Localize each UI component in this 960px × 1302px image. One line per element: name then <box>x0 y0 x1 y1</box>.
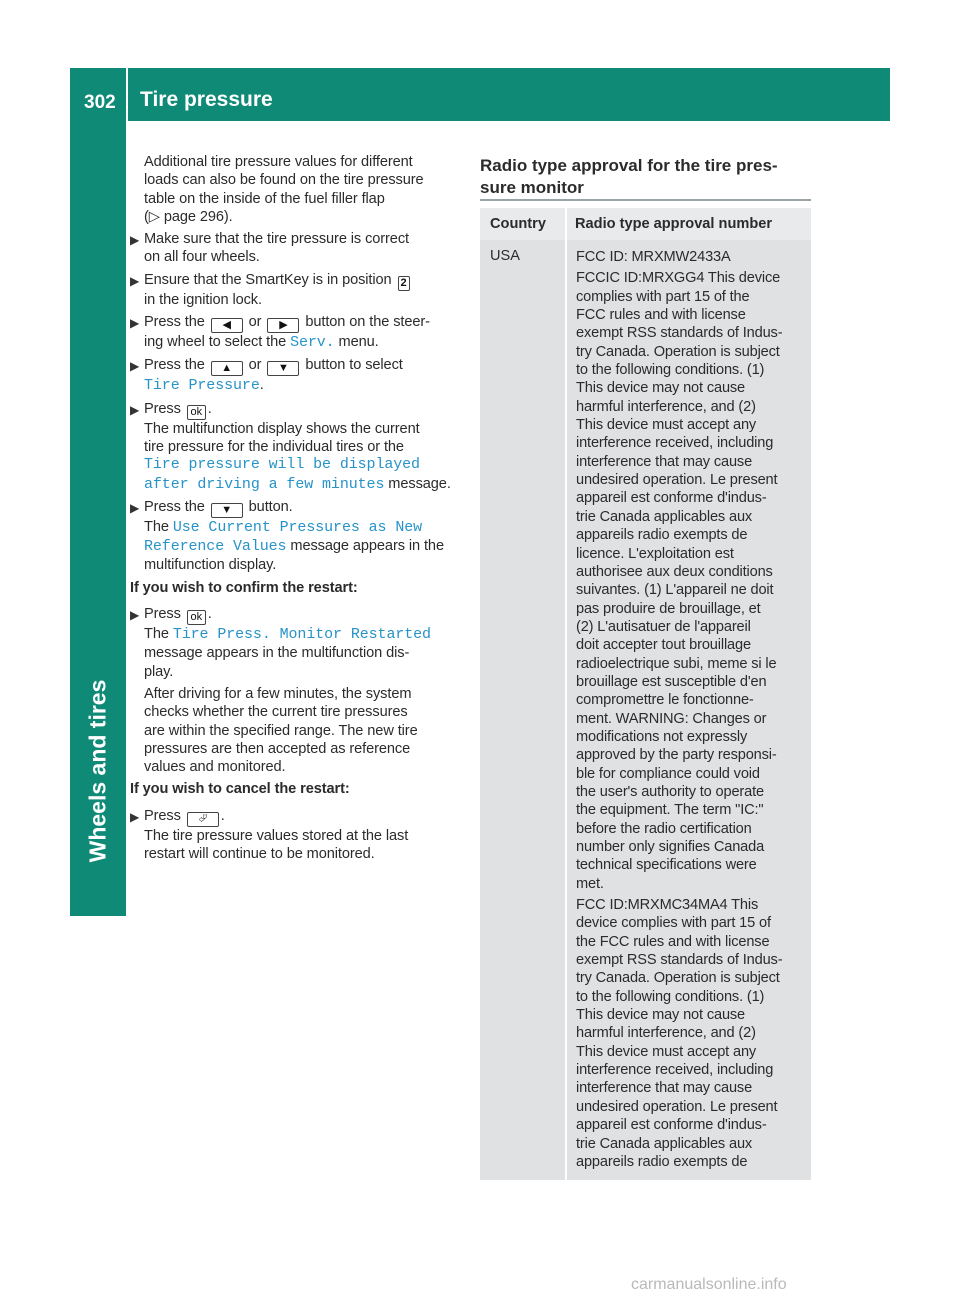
page-title: Tire pressure <box>140 88 273 111</box>
step-arrow-icon: ▶ <box>130 809 140 824</box>
cell-approval-numbers <box>576 248 808 1174</box>
step-arrow-icon: ▶ <box>130 500 140 515</box>
section-tab-label: Wheels and tires <box>84 679 111 863</box>
approval-line: This device must accept any <box>576 417 757 434</box>
display-text-monitor-restarted: Tire Press. Monitor Restarted <box>172 626 431 644</box>
approval-line: the FCC rules and with license <box>576 933 770 950</box>
cancel-restart-heading: If you wish to cancel the restart: <box>130 781 350 798</box>
step-smartkey: ▶ Ensure that the SmartKey is in position 2 in the ignition lock. <box>130 271 460 309</box>
display-text-after-driving: after driving a few minutes <box>144 475 385 493</box>
approval-line: exempt RSS standards of Indus- <box>576 952 783 969</box>
approval-line: FCC ID:MRXMC34MA4 This <box>576 897 759 914</box>
ok-key-icon: ok <box>187 405 206 420</box>
approval-line: FCCIC ID:MRXGG4 This device <box>576 270 781 287</box>
step-arrow-icon: ▶ <box>130 316 140 331</box>
table-column-separator <box>565 208 567 1180</box>
approval-line: compromettre le fonctionne- <box>576 692 754 709</box>
approval-line: suivantes. (1) L'appareil ne doit <box>576 582 774 599</box>
approval-line: undesired operation. Le present <box>576 472 778 489</box>
display-text-tire-pressure: Tire Pressure <box>144 377 260 395</box>
down-arrow-key-icon: ▼ <box>211 503 243 518</box>
approval-line: complies with part 15 of the <box>576 288 750 305</box>
approval-line: This device must accept any <box>576 1043 757 1060</box>
approval-paragraph-1 <box>576 248 808 266</box>
approval-line: brouillage est susceptible d'en <box>576 673 767 690</box>
approval-line: try Canada. Operation is subject <box>576 970 780 987</box>
confirm-restart-heading: If you wish to confirm the restart: <box>130 579 358 596</box>
approval-line: device complies with part 15 of <box>576 915 771 932</box>
step-check-pressure: ▶ Make sure that the tire pressure is correct on all four wheels. <box>130 231 409 266</box>
approval-line: doit accepter tout brouillage <box>576 637 751 654</box>
step-arrow-icon: ▶ <box>130 273 140 288</box>
approval-line: modifications not expressly <box>576 728 748 745</box>
heading-rule <box>480 199 811 201</box>
approval-line: exempt RSS standards of Indus- <box>576 325 783 342</box>
approval-line: trie Canada applicables aux <box>576 508 753 525</box>
back-key-icon: ⮰ <box>187 812 219 827</box>
cell-country: USA <box>490 248 521 264</box>
approval-line: (2) L'autisatuer de l'appareil <box>576 618 751 635</box>
approval-line: ment. WARNING: Changes or <box>576 710 767 727</box>
step-select-serv: ▶ Press the ◀ or ▶ button on the steer- ing wheel to select the Serv. menu. <box>130 314 430 352</box>
approval-line: approved by the party responsi- <box>576 747 777 764</box>
step-select-tire-pressure: ▶ Press the ▲ or ▼ button to select Tire Pressure. <box>130 357 403 395</box>
watermark: carmanualsonline.info <box>631 1276 787 1293</box>
step-cancel-back: ▶ Press ⮰ . The tire pressure values stored at the last restart will continue to be monitored. <box>130 807 409 863</box>
approval-line: the user's authority to operate <box>576 783 764 800</box>
approval-line: number only signifies Canada <box>576 839 765 855</box>
approval-line: pas produire de brouillage, et <box>576 600 761 617</box>
approval-paragraph-2 <box>576 269 808 893</box>
display-text-will-be-displayed: Tire pressure will be displayed <box>144 456 420 474</box>
up-arrow-key-icon: ▲ <box>211 361 243 376</box>
approval-line: harmful interference, and (2) <box>576 1025 756 1042</box>
approval-line: radioelectrique subi, meme si le <box>576 655 777 672</box>
approval-line: FCC rules and with license <box>576 307 746 324</box>
display-text-serv: Serv. <box>290 334 335 352</box>
approval-line: appareils radio exempts de <box>576 1153 748 1170</box>
left-arrow-key-icon: ◀ <box>211 318 243 333</box>
approval-line: the equipment. The term "IC:" <box>576 802 764 819</box>
step-press-down: ▶ Press the ▼ button. The Use Current Pressures as New Reference Values message appears in the multifunction display. <box>130 498 444 574</box>
key-position-2-icon: 2 <box>398 276 410 291</box>
approval-line: to the following conditions. (1) <box>576 988 765 1005</box>
column-header-country: Country <box>490 216 546 232</box>
page-number: 302 <box>84 92 116 113</box>
approval-line: try Canada. Operation is subject <box>576 343 780 360</box>
intro-paragraph: Additional tire pressure values for different loads can also be found on the tire pressure table on the inside of the fuel filler flap (▷ page 296). <box>144 154 424 225</box>
approval-line: undesired operation. Le present <box>576 1098 778 1115</box>
display-text-reference-values: Reference Values <box>144 538 287 556</box>
step-arrow-icon: ▶ <box>130 402 140 417</box>
down-arrow-key-icon: ▼ <box>267 361 299 376</box>
step-arrow-icon: ▶ <box>130 608 140 623</box>
approval-line: to the following conditions. (1) <box>576 362 765 379</box>
approval-line: appareil est conforme d'indus- <box>576 490 767 507</box>
step-confirm-ok: ▶ Press ok . The Tire Press. Monitor Restarted message appears in the multifunction dis- play. <box>130 606 431 680</box>
approval-line: met. <box>576 875 604 892</box>
approval-line: This device may not cause <box>576 380 746 397</box>
approval-line: interference received, including <box>576 435 774 452</box>
step-arrow-icon: ▶ <box>130 233 140 248</box>
column-header-approval: Radio type approval number <box>575 216 773 232</box>
approval-line: trie Canada applicables aux <box>576 1135 753 1152</box>
approval-line: appareils radio exempts de <box>576 527 748 544</box>
approval-line: This device may not cause <box>576 1007 746 1024</box>
approval-line: interference that may cause <box>576 1080 753 1097</box>
step-arrow-icon: ▶ <box>130 359 140 374</box>
step-press-ok: ▶ Press ok . The multifunction display shows the current tire pressure for the individual tires or the Tire pressure will be displayed after driving a few minutes message. <box>130 400 460 494</box>
after-driving-paragraph: After driving for a few minutes, the system checks whether the current tire pressures are within the specified range. The new tire pressures are then accepted as reference values and monitored. <box>144 685 418 776</box>
right-arrow-key-icon: ▶ <box>267 318 299 333</box>
approval-line: licence. L'exploitation est <box>576 545 734 562</box>
approval-line: FCC ID: MRXMW2433A <box>576 249 731 265</box>
instructions-column <box>130 153 460 867</box>
approval-line: technical specifications were <box>576 857 757 874</box>
header-divider <box>126 68 128 121</box>
approval-line: interference received, including <box>576 1062 774 1079</box>
approval-line: interference that may cause <box>576 453 753 470</box>
approval-line: before the radio certification <box>576 820 752 837</box>
display-text-use-current: Use Current Pressures as New <box>172 518 423 536</box>
radio-approval-heading: Radio type approval for the tire pres- sure monitor <box>480 156 778 197</box>
approval-line: ble for compliance could void <box>576 765 760 782</box>
approval-line: appareil est conforme d'indus- <box>576 1117 767 1134</box>
approval-paragraph-3 <box>576 896 808 1171</box>
approval-line: harmful interference, and (2) <box>576 398 756 415</box>
approval-line: authorisee aux deux conditions <box>576 563 773 580</box>
ok-key-icon: ok <box>187 610 206 625</box>
